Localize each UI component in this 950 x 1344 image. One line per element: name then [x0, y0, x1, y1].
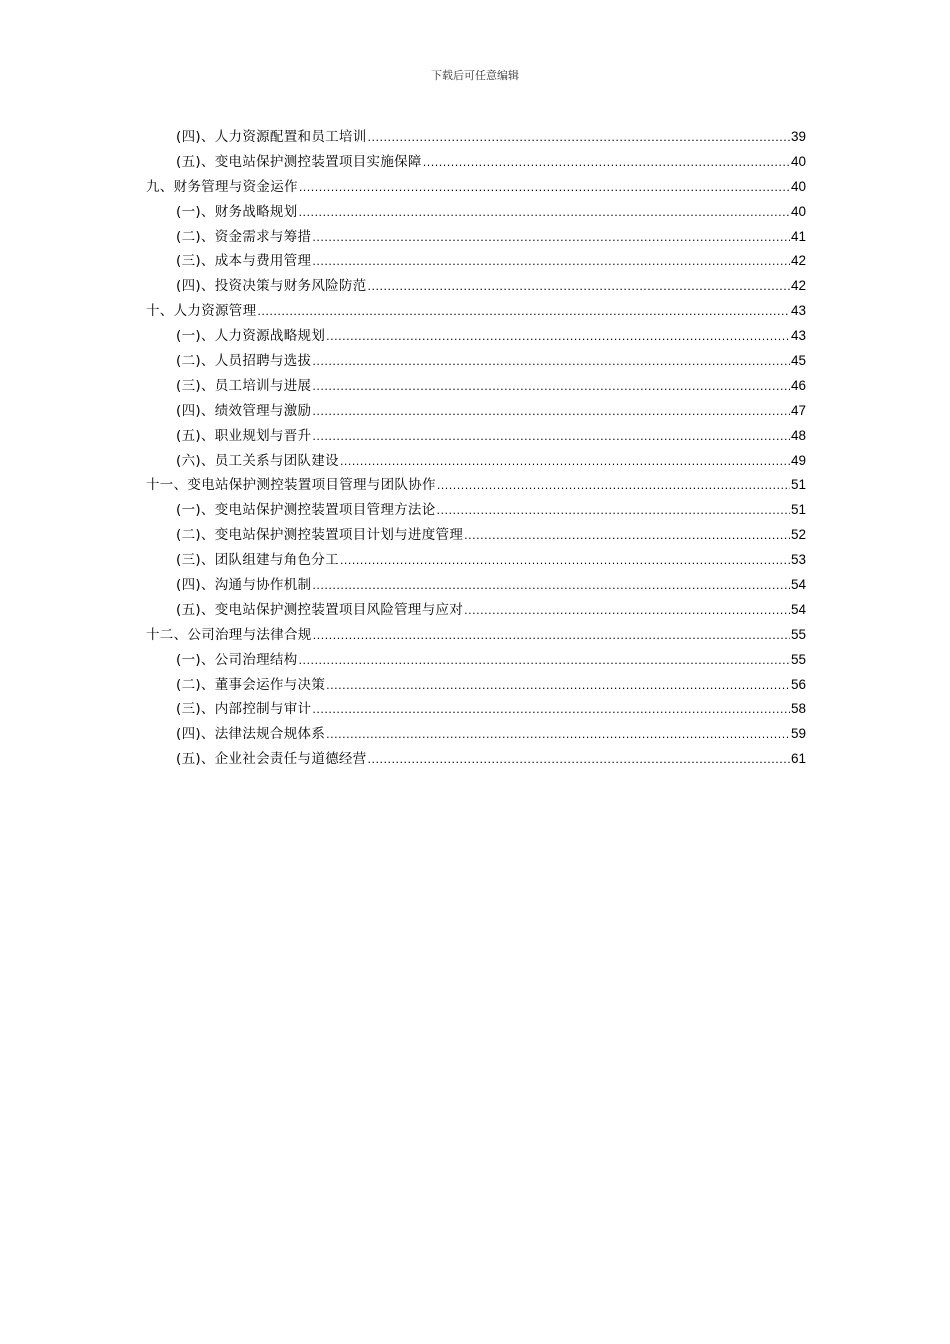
- toc-section-entry[interactable]: [146, 399, 806, 424]
- toc-entry-title: (三)、员工培训与进展: [176, 377, 312, 394]
- toc-entry-title: 十一、变电站保护测控装置项目管理与团队协作: [146, 477, 436, 494]
- toc-entry-title: (四)、沟通与协作机制: [176, 577, 312, 594]
- toc-entry-page-number: 55: [790, 626, 806, 642]
- toc-entry-page-number: 54: [790, 601, 806, 617]
- toc-section-entry[interactable]: [146, 324, 806, 349]
- toc-dot-leader: [464, 599, 790, 624]
- toc-dot-leader: [340, 450, 790, 475]
- toc-section-entry[interactable]: [146, 150, 806, 175]
- toc-entry-title: (四)、法律法规合规体系: [176, 726, 326, 743]
- toc-section-entry[interactable]: [146, 498, 806, 523]
- toc-dot-leader: [464, 524, 790, 549]
- toc-dot-leader: [312, 226, 790, 251]
- toc-section-entry[interactable]: [146, 598, 806, 623]
- toc-entry-title: (五)、变电站保护测控装置项目实施保障: [176, 153, 422, 170]
- toc-entry-title: (三)、团队组建与角色分工: [176, 552, 339, 569]
- toc-dot-leader: [326, 325, 790, 350]
- toc-dot-leader: [312, 375, 790, 400]
- toc-section-entry[interactable]: [146, 573, 806, 598]
- toc-entry-title: (六)、员工关系与团队建设: [176, 452, 339, 469]
- toc-dot-leader: [326, 723, 790, 748]
- toc-entry-page-number: 46: [790, 377, 806, 393]
- toc-section-entry[interactable]: [146, 349, 806, 374]
- toc-entry-title: (二)、变电站保护测控装置项目计划与进度管理: [176, 527, 464, 544]
- toc-dot-leader: [340, 549, 790, 574]
- toc-section-entry[interactable]: [146, 374, 806, 399]
- toc-dot-leader: [313, 624, 790, 649]
- toc-entry-page-number: 55: [790, 651, 806, 667]
- toc-entry-page-number: 43: [790, 328, 806, 344]
- toc-entry-title: (一)、公司治理结构: [176, 651, 298, 668]
- toc-chapter-entry[interactable]: [146, 299, 806, 324]
- toc-section-entry[interactable]: [146, 125, 806, 150]
- toc-entry-page-number: 59: [790, 726, 806, 742]
- toc-dot-leader: [257, 300, 790, 325]
- toc-entry-title: (五)、企业社会责任与道德经营: [176, 751, 367, 768]
- toc-entry-title: (五)、变电站保护测控装置项目风险管理与应对: [176, 601, 464, 618]
- toc-dot-leader: [368, 748, 790, 773]
- toc-entry-title: (一)、财务战略规划: [176, 203, 298, 220]
- toc-chapter-entry[interactable]: [146, 473, 806, 498]
- toc-entry-title: 九、财务管理与资金运作: [146, 178, 298, 195]
- toc-dot-leader: [312, 425, 790, 450]
- table-of-contents: [146, 125, 806, 772]
- header-note: 下载后可任意编辑: [431, 69, 519, 82]
- toc-dot-leader: [299, 201, 790, 226]
- toc-dot-leader: [368, 126, 790, 151]
- toc-dot-leader: [312, 400, 790, 425]
- toc-dot-leader: [299, 649, 790, 674]
- toc-dot-leader: [299, 176, 790, 201]
- toc-entry-page-number: 61: [790, 751, 806, 767]
- toc-section-entry[interactable]: [146, 673, 806, 698]
- toc-entry-title: (四)、人力资源配置和员工培训: [176, 129, 367, 145]
- toc-entry-title: (二)、资金需求与筹措: [176, 228, 312, 245]
- toc-dot-leader: [312, 698, 790, 723]
- toc-section-entry[interactable]: [146, 523, 806, 548]
- toc-section-entry[interactable]: [146, 697, 806, 722]
- toc-entry-title: (二)、人员招聘与选拔: [176, 353, 312, 370]
- toc-entry-page-number: 41: [790, 228, 806, 244]
- toc-entry-page-number: 48: [790, 427, 806, 443]
- toc-entry-title: (一)、人力资源战略规划: [176, 328, 326, 345]
- toc-dot-leader: [312, 250, 790, 275]
- toc-chapter-entry[interactable]: [146, 175, 806, 200]
- toc-entry-title: (三)、成本与费用管理: [176, 253, 312, 270]
- toc-entry-page-number: 51: [790, 477, 806, 493]
- toc-dot-leader: [423, 151, 790, 176]
- toc-entry-page-number: 40: [790, 153, 806, 169]
- toc-entry-page-number: 40: [790, 203, 806, 219]
- toc-entry-title: (四)、投资决策与财务风险防范: [176, 278, 367, 295]
- toc-entry-title: (四)、绩效管理与激励: [176, 402, 312, 419]
- toc-section-entry[interactable]: [146, 722, 806, 747]
- toc-section-entry[interactable]: [146, 548, 806, 573]
- toc-entry-title: (二)、董事会运作与决策: [176, 676, 326, 693]
- toc-entry-page-number: 47: [790, 402, 806, 418]
- toc-entry-page-number: 42: [790, 253, 806, 269]
- toc-dot-leader: [326, 674, 790, 699]
- toc-dot-leader: [437, 474, 790, 499]
- toc-entry-page-number: 39: [790, 129, 806, 144]
- toc-entry-page-number: 49: [790, 452, 806, 468]
- toc-entry-page-number: 43: [790, 303, 806, 319]
- toc-entry-page-number: 54: [790, 577, 806, 593]
- toc-section-entry[interactable]: [146, 274, 806, 299]
- toc-entry-title: (三)、内部控制与审计: [176, 701, 312, 718]
- toc-entry-title: 十二、公司治理与法律合规: [146, 626, 312, 643]
- toc-entry-page-number: 42: [790, 278, 806, 294]
- toc-entry-title: (一)、变电站保护测控装置项目管理方法论: [176, 502, 436, 519]
- toc-dot-leader: [368, 275, 790, 300]
- toc-dot-leader: [312, 574, 790, 599]
- toc-chapter-entry[interactable]: [146, 623, 806, 648]
- toc-entry-title: 十、人力资源管理: [146, 303, 257, 320]
- toc-entry-page-number: 52: [790, 527, 806, 543]
- toc-section-entry[interactable]: [146, 225, 806, 250]
- toc-section-entry[interactable]: [146, 747, 806, 772]
- toc-entry-page-number: 53: [790, 552, 806, 568]
- toc-section-entry[interactable]: [146, 424, 806, 449]
- toc-section-entry[interactable]: [146, 200, 806, 225]
- toc-section-entry[interactable]: [146, 449, 806, 474]
- toc-entry-title: (五)、职业规划与晋升: [176, 427, 312, 444]
- toc-entry-page-number: 58: [790, 701, 806, 717]
- toc-section-entry[interactable]: [146, 249, 806, 274]
- toc-entry-page-number: 45: [790, 353, 806, 369]
- toc-dot-leader: [312, 350, 790, 375]
- toc-entry-page-number: 56: [790, 676, 806, 692]
- toc-entry-page-number: 51: [790, 502, 806, 518]
- toc-section-entry[interactable]: [146, 648, 806, 673]
- toc-dot-leader: [437, 499, 790, 524]
- toc-entry-page-number: 40: [790, 178, 806, 194]
